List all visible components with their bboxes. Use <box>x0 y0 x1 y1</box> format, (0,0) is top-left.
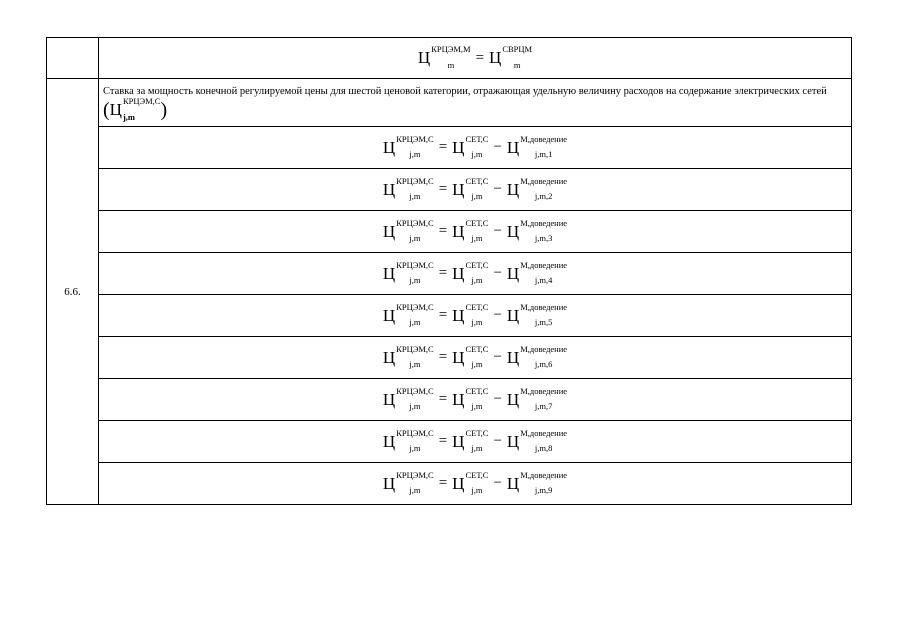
formula-term: Ц КРЦЭМ,С j,m <box>382 427 434 453</box>
formula-cell <box>99 295 852 337</box>
tariff-table <box>46 37 852 505</box>
formula-row <box>47 421 852 463</box>
formula-row <box>47 253 852 295</box>
formula <box>382 427 568 453</box>
minus-sign: − <box>493 391 502 407</box>
formula-term: Ц КРЦЭМ,С j,m <box>382 259 434 285</box>
row-number-cell <box>47 38 99 79</box>
formula-cell <box>99 38 852 79</box>
formula-term: Ц М,доведение j,m,9 <box>506 469 568 495</box>
formula <box>382 385 568 411</box>
formula-term: Ц М,доведение j,m,6 <box>506 343 568 369</box>
formula-term: Ц СВРЦМ m <box>489 44 533 70</box>
formula-cell <box>99 421 852 463</box>
formula-cell <box>99 169 852 211</box>
formula-term: Ц СЕТ,С j,m <box>452 217 489 243</box>
formula-row <box>47 127 852 169</box>
minus-sign: − <box>493 223 502 239</box>
formula-term: Ц М,доведение j,m,7 <box>506 385 568 411</box>
section-row <box>47 79 852 127</box>
formula-cell <box>99 127 852 169</box>
formula-term: Ц КРЦЭМ,С j,m <box>382 217 434 243</box>
formula-term: Ц СЕТ,С j,m <box>452 175 489 201</box>
section-symbol: ( Ц КРЦЭМ,С j,m ) <box>103 96 168 122</box>
formula-term: Ц СЕТ,С j,m <box>452 469 489 495</box>
formula <box>382 133 568 159</box>
equals-sign: = <box>438 391 448 407</box>
minus-sign: − <box>493 181 502 197</box>
formula-term: Ц КРЦЭМ,С j,m <box>382 385 434 411</box>
formula-row <box>47 379 852 421</box>
equals-sign: = <box>438 265 448 281</box>
formula-term: Ц СЕТ,С j,m <box>452 259 489 285</box>
formula <box>382 301 568 327</box>
formula <box>382 469 568 495</box>
formula-term: Ц СЕТ,С j,m <box>452 343 489 369</box>
minus-sign: − <box>493 349 502 365</box>
formula-term: Ц КРЦЭМ,С j,m <box>382 133 434 159</box>
minus-sign: − <box>493 475 502 491</box>
formula-term: Ц М,доведение j,m,2 <box>506 175 568 201</box>
section-text: Ставка за мощность конечной регулируемой цены для шестой ценовой категории, отражающая удельную величину расходов на содержание электрических сетей <box>103 86 827 97</box>
formula <box>382 217 568 243</box>
formula <box>382 175 568 201</box>
formula-term: Ц М,доведение j,m,4 <box>506 259 568 285</box>
section-description <box>99 79 852 127</box>
formula-row <box>47 463 852 505</box>
minus-sign: − <box>493 433 502 449</box>
formula <box>382 259 568 285</box>
formula-term: Ц СЕТ,С j,m <box>452 385 489 411</box>
equals-sign: = <box>438 433 448 449</box>
formula-cell <box>99 379 852 421</box>
section-number: 6.6. <box>47 79 99 505</box>
formula-term: Ц КРЦЭМ,М m <box>417 44 471 70</box>
formula-term: Ц М,доведение j,m,5 <box>506 301 568 327</box>
formula-term: Ц КРЦЭМ,С j,m <box>382 343 434 369</box>
equals-sign: = <box>438 349 448 365</box>
formula-cell <box>99 253 852 295</box>
minus-sign: − <box>493 307 502 323</box>
formula-term: Ц М,доведение j,m,8 <box>506 427 568 453</box>
equals-sign: = <box>438 475 448 491</box>
minus-sign: − <box>493 139 502 155</box>
equals-sign: = <box>475 49 485 66</box>
formula-term: Ц СЕТ,С j,m <box>452 427 489 453</box>
formula-term: Ц КРЦЭМ,С j,m <box>382 301 434 327</box>
minus-sign: − <box>493 265 502 281</box>
equals-sign: = <box>438 139 448 155</box>
formula-row <box>47 169 852 211</box>
equals-sign: = <box>438 181 448 197</box>
formula-cell <box>99 463 852 505</box>
table-row <box>47 38 852 79</box>
formula-term: Ц СЕТ,С j,m <box>452 301 489 327</box>
formula-term: Ц М,доведение j,m,1 <box>506 133 568 159</box>
equals-sign: = <box>438 307 448 323</box>
formula-term: Ц СЕТ,С j,m <box>452 133 489 159</box>
formula-term: Ц М,доведение j,m,3 <box>506 217 568 243</box>
formula <box>382 343 568 369</box>
formula-row <box>47 211 852 253</box>
formula-row <box>47 337 852 379</box>
formula-cell <box>99 211 852 253</box>
formula <box>417 44 533 70</box>
formula-term: Ц КРЦЭМ,С j,m <box>382 175 434 201</box>
formula-row <box>47 295 852 337</box>
equals-sign: = <box>438 223 448 239</box>
formula-cell <box>99 337 852 379</box>
formula-term: Ц КРЦЭМ,С j,m <box>382 469 434 495</box>
